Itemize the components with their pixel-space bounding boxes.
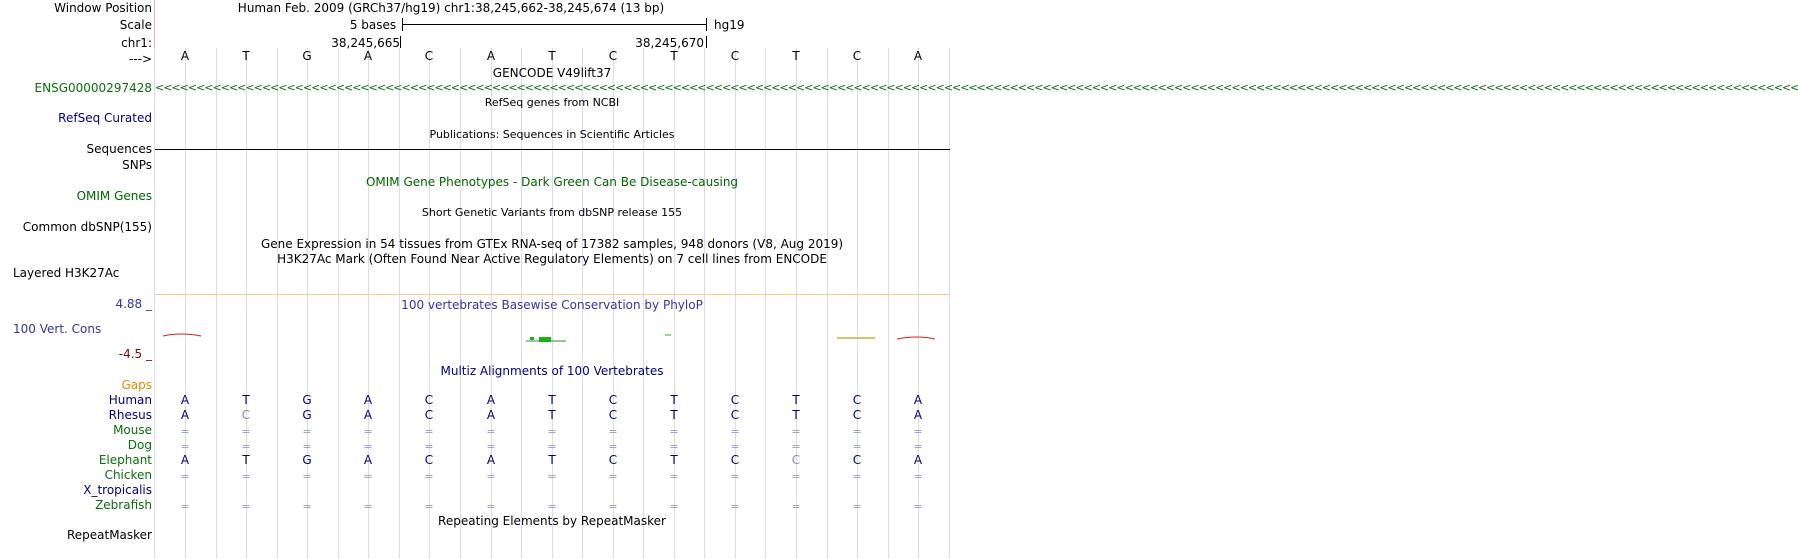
coord-right-label: 38,245,670 xyxy=(635,36,704,50)
alignment-base: = xyxy=(486,440,496,453)
repeatmasker-track-title: Repeating Elements by RepeatMasker xyxy=(438,514,666,528)
window-position-value: Human Feb. 2009 (GRCh37/hg19) chr1:38,245,662-38,245,674 (13 bp) xyxy=(237,1,665,15)
alignment-base: = xyxy=(669,500,679,513)
reference-base: A xyxy=(913,49,923,63)
alignment-base: C xyxy=(608,453,618,467)
scale-bar xyxy=(402,24,706,25)
alignment-base: = xyxy=(913,470,923,483)
alignment-base: = xyxy=(913,425,923,438)
alignment-base: T xyxy=(670,393,678,407)
alignment-base: C xyxy=(608,393,618,407)
alignment-base: = xyxy=(486,470,496,483)
grid-line xyxy=(888,48,889,559)
h3k27ac-track-label[interactable]: Layered H3K27Ac xyxy=(13,266,120,280)
alignment-base: = xyxy=(180,500,190,513)
refseq-track-label[interactable]: RefSeq Curated xyxy=(58,111,152,125)
alignment-base: C xyxy=(730,408,740,422)
alignment-base: = xyxy=(363,440,373,453)
alignment-base: = xyxy=(852,425,862,438)
alignment-base: = xyxy=(791,470,801,483)
alignment-base: = xyxy=(852,440,862,453)
coord-right-tick xyxy=(706,36,707,48)
alignment-base: A xyxy=(180,408,190,422)
sequences-line xyxy=(155,149,950,150)
alignment-base: = xyxy=(180,440,190,453)
alignment-base: = xyxy=(669,425,679,438)
alignment-base: = xyxy=(730,440,740,453)
phylop-wiggle-plot[interactable] xyxy=(155,326,950,356)
species-label[interactable]: X_tropicalis xyxy=(83,483,152,497)
alignment-base: = xyxy=(180,470,190,483)
phylop-track-title: 100 vertebrates Basewise Conservation by PhyloP xyxy=(401,298,703,312)
alignment-base: T xyxy=(242,393,250,407)
multiz-track-title: Multiz Alignments of 100 Vertebrates xyxy=(440,364,664,378)
alignment-base: = xyxy=(363,470,373,483)
alignment-base: G xyxy=(302,408,312,422)
gencode-track-title: GENCODE V49lift37 xyxy=(492,66,612,80)
alignment-base: = xyxy=(486,500,496,513)
chrom-label: chr1: xyxy=(121,36,152,50)
alignment-base: C xyxy=(852,408,862,422)
alignment-base: = xyxy=(730,500,740,513)
grid-line xyxy=(216,48,217,559)
alignment-base: T xyxy=(792,393,800,407)
reference-base: A xyxy=(363,49,373,63)
alignment-base: A xyxy=(486,453,496,467)
species-label[interactable]: Human xyxy=(108,393,152,407)
alignment-base: = xyxy=(241,500,251,513)
alignment-base: = xyxy=(547,440,557,453)
grid-line xyxy=(338,48,339,559)
alignment-base: C xyxy=(852,453,862,467)
phylop-track-label[interactable]: 100 Vert. Cons xyxy=(13,322,102,336)
species-label[interactable]: Rhesus xyxy=(108,408,152,422)
alignment-base: T xyxy=(242,453,250,467)
alignment-base: A xyxy=(913,453,923,467)
alignment-base: = xyxy=(302,500,312,513)
alignment-base: A xyxy=(913,408,923,422)
alignment-base: C xyxy=(241,408,251,422)
gaps-label: Gaps xyxy=(121,378,152,392)
grid-line xyxy=(154,48,155,559)
alignment-base: C xyxy=(730,453,740,467)
alignment-base: = xyxy=(180,425,190,438)
alignment-base: A xyxy=(486,393,496,407)
reference-base: A xyxy=(486,49,496,63)
alignment-base: = xyxy=(669,440,679,453)
omim-track-label[interactable]: OMIM Genes xyxy=(76,189,152,203)
grid-line xyxy=(949,48,950,559)
scale-label: Scale xyxy=(119,18,152,32)
coord-left-label: 38,245,665 xyxy=(331,36,400,50)
alignment-base: A xyxy=(180,393,190,407)
alignment-base: T xyxy=(548,453,556,467)
alignment-base: C xyxy=(730,393,740,407)
species-label[interactable]: Mouse xyxy=(113,423,152,437)
alignment-base: = xyxy=(424,500,434,513)
alignment-base: = xyxy=(486,425,496,438)
scale-value: 5 bases xyxy=(349,18,397,32)
grid-line xyxy=(765,48,766,559)
track-group-divider xyxy=(155,294,950,295)
scale-bar-right-tick xyxy=(706,18,707,31)
reference-base: C xyxy=(608,49,618,63)
alignment-base: G xyxy=(302,393,312,407)
assembly-label: hg19 xyxy=(714,18,745,32)
alignment-base: = xyxy=(608,470,618,483)
alignment-base: C xyxy=(791,453,801,467)
track-label-column xyxy=(0,0,155,559)
reference-base: C xyxy=(852,49,862,63)
alignment-base: = xyxy=(852,500,862,513)
track-area[interactable] xyxy=(155,0,1798,559)
dbsnp-track-label[interactable]: Common dbSNP(155) xyxy=(22,220,152,234)
alignment-base: C xyxy=(424,408,434,422)
reference-base: C xyxy=(424,49,434,63)
phylop-max-label: 4.88 _ xyxy=(115,297,152,311)
omim-track-title: OMIM Gene Phenotypes - Dark Green Can Be Disease-causing xyxy=(365,175,739,189)
alignment-base: = xyxy=(424,470,434,483)
reference-base: T xyxy=(242,49,250,63)
alignment-base: C xyxy=(608,408,618,422)
alignment-base: C xyxy=(424,393,434,407)
species-label[interactable]: Chicken xyxy=(104,468,152,482)
h3k27ac-track-title: H3K27Ac Mark (Often Found Near Active Regulatory Elements) on 7 cell lines from ENCODE xyxy=(277,252,827,266)
alignment-base: = xyxy=(669,470,679,483)
species-label[interactable]: Zebrafish xyxy=(95,498,152,512)
reference-base: T xyxy=(548,49,556,63)
alignment-base: = xyxy=(730,470,740,483)
gtex-track-title: Gene Expression in 54 tissues from GTEx RNA-seq of 17382 samples, 948 donors (V8, Aug 2019) xyxy=(260,237,844,251)
alignment-base: = xyxy=(913,440,923,453)
reference-base: A xyxy=(180,49,190,63)
alignment-base: T xyxy=(548,408,556,422)
alignment-base: = xyxy=(363,425,373,438)
alignment-base: A xyxy=(363,393,373,407)
alignment-base: = xyxy=(302,425,312,438)
coord-left-tick xyxy=(400,36,401,48)
gencode-gene-label[interactable]: ENSG00000297428 xyxy=(34,81,152,95)
alignment-base: = xyxy=(547,470,557,483)
alignment-base: = xyxy=(791,440,801,453)
alignment-base: = xyxy=(547,425,557,438)
alignment-base: = xyxy=(424,425,434,438)
reference-base: T xyxy=(670,49,678,63)
grid-line xyxy=(277,48,278,559)
alignment-base: = xyxy=(730,425,740,438)
alignment-base: T xyxy=(548,393,556,407)
alignment-base: = xyxy=(791,500,801,513)
phylop-min-label: -4.5 _ xyxy=(118,347,152,361)
reference-base: C xyxy=(730,49,740,63)
repeatmasker-track-label[interactable]: RepeatMasker xyxy=(66,528,152,542)
alignment-base: = xyxy=(852,470,862,483)
alignment-base: = xyxy=(302,470,312,483)
alignment-base: T xyxy=(670,453,678,467)
alignment-base: = xyxy=(913,500,923,513)
alignment-base: G xyxy=(302,453,312,467)
alignment-base: A xyxy=(486,408,496,422)
alignment-base: = xyxy=(241,470,251,483)
publications-track-title: Publications: Sequences in Scientific Articles xyxy=(429,128,675,141)
alignment-base: = xyxy=(608,425,618,438)
alignment-base: = xyxy=(363,500,373,513)
strand-label: ---> xyxy=(128,52,152,66)
alignment-base: = xyxy=(241,440,251,453)
dbsnp-track-title: Short Genetic Variants from dbSNP release 155 xyxy=(421,206,683,219)
alignment-base: = xyxy=(424,440,434,453)
alignment-base: A xyxy=(913,393,923,407)
alignment-base: = xyxy=(791,425,801,438)
alignment-base: = xyxy=(608,500,618,513)
alignment-base: C xyxy=(852,393,862,407)
grid-line xyxy=(704,48,705,559)
reference-base: T xyxy=(792,49,800,63)
alignment-base: A xyxy=(363,453,373,467)
window-position-label: Window Position xyxy=(54,1,152,15)
grid-line xyxy=(827,48,828,559)
alignment-base: = xyxy=(547,500,557,513)
snps-track-label[interactable]: SNPs xyxy=(122,158,152,172)
gencode-gene-feature[interactable]: <<<<<<<<<<<<<<<<<<<<<<<<<<<<<<<<<<<<<<<<<<<<<<<<<<<<<<<<<<<<<<<<<<<<<<<<<<<<<<<<<<<<<<<<<<<<<<<<<<<<<<<<<<<<<<<<<<<<<<<<<<<<<<<<<<<<<<<<<<<<<<<<<<<<<<<<<<<<<<<<<<<<<<<<<<<<<<<<<<<<<<<<<<<<<<<<<<<<<<<< xyxy=(155,81,1798,94)
alignment-base: T xyxy=(792,408,800,422)
alignment-base: = xyxy=(241,425,251,438)
species-label[interactable]: Elephant xyxy=(98,453,152,467)
alignment-base: A xyxy=(363,408,373,422)
alignment-base: T xyxy=(670,408,678,422)
reference-base: G xyxy=(302,49,312,63)
alignment-base: = xyxy=(608,440,618,453)
sequences-track-label[interactable]: Sequences xyxy=(86,142,152,156)
refseq-track-title: RefSeq genes from NCBI xyxy=(484,96,620,109)
scale-bar-left-tick xyxy=(402,18,403,31)
alignment-base: A xyxy=(180,453,190,467)
species-label[interactable]: Dog xyxy=(127,438,152,452)
grid-line xyxy=(399,48,400,559)
alignment-base: = xyxy=(302,440,312,453)
alignment-base: C xyxy=(424,453,434,467)
